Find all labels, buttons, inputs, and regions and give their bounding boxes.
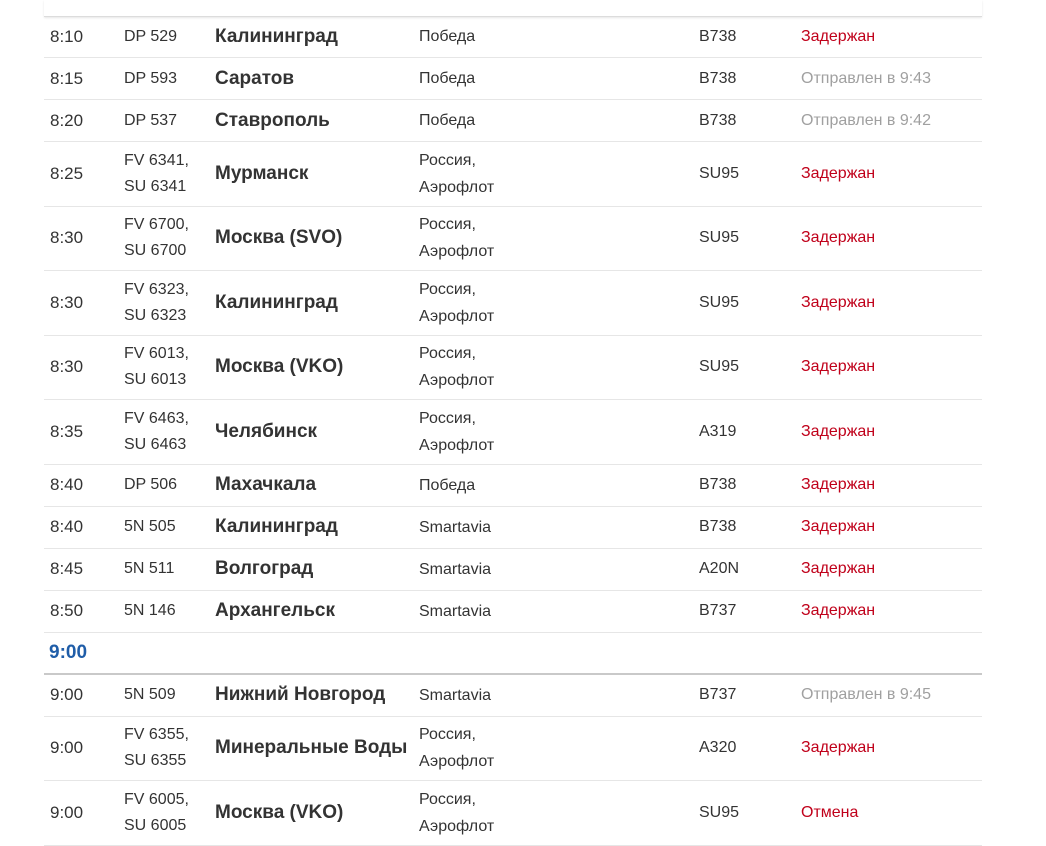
airline-name xyxy=(419,549,491,590)
flight-status: Отмена xyxy=(801,803,859,821)
aircraft-type: SU95 xyxy=(699,164,740,182)
flight-number-line: FV 6355, xyxy=(124,726,189,744)
flight-number-line: DP 537 xyxy=(124,111,178,129)
section-time-label: 9:00 xyxy=(49,641,88,663)
destination-city: Москва (SVO) xyxy=(215,227,343,249)
flight-number-line: SU 6355 xyxy=(124,752,187,770)
flight-row[interactable] xyxy=(44,400,982,465)
flight-number-line: SU 6013 xyxy=(124,371,187,389)
aircraft-type: B738 xyxy=(699,27,737,45)
departure-time: 8:30 xyxy=(50,228,84,248)
flight-row[interactable] xyxy=(44,58,982,100)
airline-name xyxy=(419,100,475,141)
flight-number-line: DP 506 xyxy=(124,476,178,493)
airline-name xyxy=(419,207,494,271)
flight-number-line: DP 593 xyxy=(124,69,178,87)
departure-time: 8:45 xyxy=(50,559,84,578)
flight-number xyxy=(124,507,176,548)
destination-city: Саратов xyxy=(215,67,295,89)
departure-time: 8:50 xyxy=(50,601,84,620)
flight-number xyxy=(124,781,189,845)
flight-row[interactable] xyxy=(44,336,982,401)
flight-number-line: 5N 509 xyxy=(124,686,176,703)
airline-name-line: Россия, xyxy=(419,345,476,363)
airline-name-line: Аэрофлот xyxy=(419,817,495,835)
destination-city: Ставрополь xyxy=(215,109,330,131)
flight-status: Задержан xyxy=(801,739,876,757)
destination-city: Москва (VKO) xyxy=(215,801,344,823)
flight-number-line: 5N 511 xyxy=(124,560,175,577)
aircraft-type: SU95 xyxy=(699,293,740,311)
airline-name-line: Победа xyxy=(419,476,476,494)
flight-number-line: SU 6323 xyxy=(124,306,187,324)
aircraft-type: B738 xyxy=(699,111,737,129)
aircraft-type: B738 xyxy=(699,476,737,493)
aircraft-type: SU95 xyxy=(699,358,740,376)
departure-time: 9:00 xyxy=(50,738,84,758)
aircraft-type: SU95 xyxy=(699,229,740,247)
airline-name xyxy=(419,336,494,400)
airline-name-line: Аэрофлот xyxy=(419,436,495,454)
flight-status: Задержан xyxy=(801,229,876,247)
aircraft-type: A20N xyxy=(699,560,740,577)
departure-time: 8:30 xyxy=(50,357,84,377)
aircraft-type: B737 xyxy=(699,686,737,703)
destination-city: Калининград xyxy=(215,291,338,313)
flight-number xyxy=(124,58,177,99)
airline-name-line: Победа xyxy=(419,70,476,87)
departure-time: 8:25 xyxy=(50,163,84,183)
flight-row[interactable] xyxy=(44,675,982,717)
flight-number xyxy=(124,591,176,632)
destination-city: Калининград xyxy=(215,25,338,47)
destination-city: Мурманск xyxy=(215,162,309,184)
airline-name xyxy=(419,16,475,57)
flight-row[interactable] xyxy=(44,465,982,507)
flight-number-line: SU 6700 xyxy=(124,242,187,260)
airline-name xyxy=(419,465,475,506)
flight-number-line: 5N 505 xyxy=(124,518,176,535)
flight-status: Задержан xyxy=(801,358,876,376)
flight-row[interactable] xyxy=(44,591,982,633)
destination-city: Челябинск xyxy=(215,420,318,442)
flight-row[interactable] xyxy=(44,781,982,846)
aircraft-type: B737 xyxy=(699,602,737,619)
destination-city: Махачкала xyxy=(215,474,317,495)
flight-status: Задержан xyxy=(801,518,876,535)
flight-row[interactable] xyxy=(44,142,982,207)
airline-name-line: Россия, xyxy=(419,280,476,298)
airline-name xyxy=(419,717,494,781)
flight-row[interactable] xyxy=(44,100,982,142)
departure-time: 8:40 xyxy=(50,517,84,536)
flight-number xyxy=(124,100,177,141)
airline-name-line: Россия, xyxy=(419,216,476,234)
flight-number-line: SU 6341 xyxy=(124,177,187,195)
flight-number-line: FV 6700, xyxy=(124,216,189,234)
airline-name xyxy=(419,507,491,548)
flight-status: Задержан xyxy=(801,422,876,440)
airline-name xyxy=(419,142,494,206)
flight-status: Задержан xyxy=(801,602,876,619)
departure-time: 8:20 xyxy=(50,110,84,130)
aircraft-type: B738 xyxy=(699,69,737,87)
flight-number-line: FV 6323, xyxy=(124,280,189,298)
airline-name xyxy=(419,271,494,335)
airline-name-line: Smartavia xyxy=(419,518,492,536)
departure-time: 8:15 xyxy=(50,68,84,88)
flight-status: Отправлен в 9:42 xyxy=(801,111,931,129)
flight-number-line: 5N 146 xyxy=(124,602,176,619)
airline-name-line: Россия, xyxy=(419,151,476,169)
airline-name-line: Smartavia xyxy=(419,602,492,620)
airline-name xyxy=(419,400,494,464)
board-top-edge xyxy=(44,0,982,17)
airline-name-line: Аэрофлот xyxy=(419,753,495,771)
airline-name-line: Аэрофлот xyxy=(419,307,495,325)
flight-number xyxy=(124,336,189,400)
airline-name-line: Аэрофлот xyxy=(419,243,495,261)
airline-name-line: Победа xyxy=(419,112,476,129)
flight-number xyxy=(124,675,176,716)
destination-city: Нижний Новгород xyxy=(215,684,386,705)
flight-status: Задержан xyxy=(801,560,876,577)
departure-time: 9:00 xyxy=(50,685,84,704)
departure-time: 8:30 xyxy=(50,292,84,312)
time-section-header xyxy=(44,633,982,675)
destination-city: Минеральные Воды xyxy=(215,737,408,759)
flight-row[interactable] xyxy=(44,271,982,336)
flight-status: Задержан xyxy=(801,293,876,311)
airline-name xyxy=(419,591,491,632)
aircraft-type: A320 xyxy=(699,739,737,757)
flight-number-line: DP 529 xyxy=(124,27,178,45)
airline-name xyxy=(419,781,494,845)
airline-name-line: Россия, xyxy=(419,409,476,427)
airline-name-line: Smartavia xyxy=(419,560,492,578)
flight-status: Отправлен в 9:45 xyxy=(801,686,931,703)
flight-number xyxy=(124,271,189,335)
flight-row[interactable] xyxy=(44,16,982,58)
destination-city: Калининград xyxy=(215,516,338,537)
flight-number-line: SU 6005 xyxy=(124,816,187,834)
flight-row[interactable] xyxy=(44,507,982,549)
destination-city: Архангельск xyxy=(215,600,335,621)
aircraft-type: SU95 xyxy=(699,803,740,821)
airline-name xyxy=(419,58,475,99)
flight-status: Задержан xyxy=(801,164,876,182)
departure-time: 8:40 xyxy=(50,475,84,494)
departure-time: 8:10 xyxy=(50,26,84,46)
airline-name-line: Аэрофлот xyxy=(419,178,495,196)
flight-row[interactable] xyxy=(44,207,982,272)
airline-name-line: Аэрофлот xyxy=(419,372,495,390)
aircraft-type: B738 xyxy=(699,518,737,535)
destination-city: Волгоград xyxy=(215,558,314,579)
flight-number-line: SU 6463 xyxy=(124,435,187,453)
airline-name-line: Россия, xyxy=(419,726,476,744)
flight-number-line: FV 6463, xyxy=(124,409,189,427)
departure-time: 8:35 xyxy=(50,421,84,441)
flight-number xyxy=(124,549,174,590)
flight-number-line: FV 6013, xyxy=(124,345,189,363)
flight-number-line: FV 6341, xyxy=(124,151,189,169)
flight-number xyxy=(124,142,189,206)
departure-time: 9:00 xyxy=(50,802,84,822)
airline-name-line: Россия, xyxy=(419,790,476,808)
destination-city: Москва (VKO) xyxy=(215,356,344,378)
aircraft-type: A319 xyxy=(699,422,737,440)
airline-name xyxy=(419,675,491,716)
flight-status: Задержан xyxy=(801,27,876,45)
flight-number xyxy=(124,16,177,57)
flight-number xyxy=(124,465,177,506)
flight-row[interactable] xyxy=(44,717,982,782)
airline-name-line: Победа xyxy=(419,28,476,45)
flight-number xyxy=(124,207,189,271)
airline-name-line: Smartavia xyxy=(419,686,492,704)
flight-status: Отправлен в 9:43 xyxy=(801,69,931,87)
flight-number-line: FV 6005, xyxy=(124,790,189,808)
flight-number xyxy=(124,717,189,781)
flight-status: Задержан xyxy=(801,476,876,493)
flight-number xyxy=(124,400,189,464)
flight-row[interactable] xyxy=(44,549,982,591)
